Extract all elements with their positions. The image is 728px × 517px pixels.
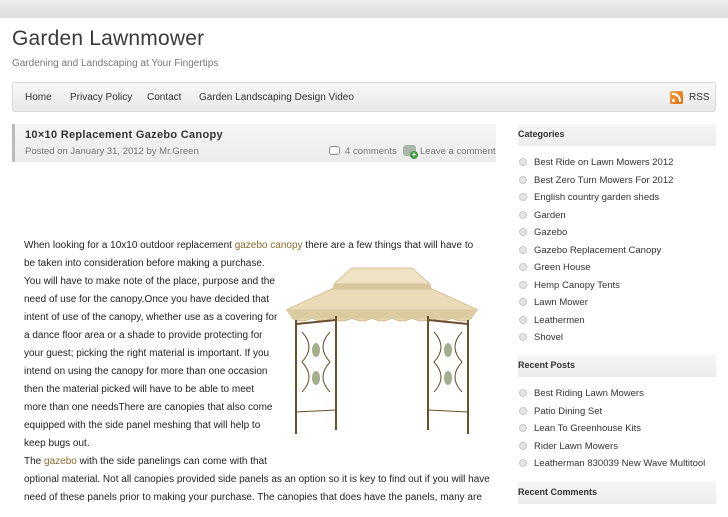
comments-count-link[interactable]: 4 comments: [345, 146, 397, 157]
post-text-line: [24, 348, 269, 359]
post-text: need of these panels prior to making your purchase. The canopies that does have the panels, many are: [24, 492, 482, 503]
sidebar-link[interactable]: Leathermen: [534, 314, 585, 326]
sidebar-list-item[interactable]: [519, 388, 644, 399]
sidebar-list-item[interactable]: [519, 157, 673, 168]
sidebar-link[interactable]: Shovel: [534, 332, 564, 343]
post-text-line: [24, 258, 265, 269]
post-text-line: [24, 420, 260, 431]
post-text: then the material picked will have to be able to meet: [24, 384, 255, 395]
post-text: equipped with the side panel meshing that will help to: [24, 420, 261, 431]
sidebar-list-item[interactable]: [519, 245, 661, 256]
post-text: there are a few things that will have to: [302, 240, 474, 251]
post-text: your guest; picking the right material is important. If you: [24, 348, 270, 359]
sidebar-list-item[interactable]: [519, 441, 618, 452]
post-text: a dance floor area or a shade to provide protecting for: [24, 330, 263, 341]
post-text-line: [24, 240, 473, 251]
categories-heading-text: Categories: [518, 129, 565, 139]
bullet-icon: [519, 407, 527, 415]
categories-heading: [518, 124, 716, 146]
post-text: The: [24, 456, 45, 467]
post-text: be taken into consideration before making a purchase.: [24, 258, 265, 269]
post-text-line: [24, 456, 267, 467]
bullet-icon: [519, 176, 527, 184]
rss-icon[interactable]: [670, 91, 683, 104]
sidebar-link[interactable]: Lawn Mower: [534, 297, 588, 308]
site-tagline: Gardening and Landscaping at Your Fingertips: [12, 58, 219, 69]
site-title[interactable]: Garden Lawnmower: [12, 27, 205, 50]
sidebar-link[interactable]: Hemp Canopy Tents: [534, 279, 620, 291]
sidebar-link[interactable]: English country garden sheds: [534, 192, 660, 203]
gazebo-image: [282, 262, 482, 440]
post-text: When looking for a 10x10 outdoor replacement: [24, 240, 235, 251]
bullet-icon: [519, 333, 527, 341]
sidebar-link[interactable]: Best Ride on Lawn Mowers 2012: [534, 157, 674, 168]
bullet-icon: [519, 298, 527, 306]
sidebar-list-item[interactable]: [519, 406, 602, 417]
post-meta: Posted on January 31, 2012 by Mr.Green: [25, 146, 199, 157]
bullet-icon: [519, 459, 527, 467]
post-text: with the side panelings can come with that: [76, 456, 267, 467]
post-text-line: [24, 492, 482, 503]
bullet-icon: [519, 228, 527, 236]
top-bar: [0, 0, 728, 18]
post-text: need of use for the canopy.Once you have decided that: [24, 294, 269, 305]
sidebar-list-item[interactable]: [519, 297, 588, 308]
post-text: optional material. Not all canopies provided side panels as an option so it is key to find out if you will have: [24, 474, 490, 485]
post-header: [12, 124, 496, 162]
bullet-icon: [519, 442, 527, 450]
post-text-line: [24, 366, 268, 377]
inline-link[interactable]: gazebo canopy: [234, 240, 303, 251]
sidebar-link[interactable]: Gazebo: [534, 227, 568, 238]
sidebar-list-item[interactable]: [519, 175, 673, 186]
sidebar-link[interactable]: Patio Dining Set: [534, 405, 603, 417]
leave-comment-link[interactable]: Leave a comment: [420, 146, 496, 157]
recent-comments-heading: [518, 482, 716, 504]
recent-comments-heading-text: Recent Comments: [518, 487, 598, 497]
add-comment-icon: [403, 145, 416, 156]
post-text-line: [24, 330, 262, 341]
bullet-icon: [519, 158, 527, 166]
sidebar-link[interactable]: Rider Lawn Mowers: [534, 440, 618, 452]
sidebar-list-item[interactable]: [519, 227, 567, 238]
post-text: intend on using the canopy for more than one occasion: [24, 366, 268, 377]
post-text: You will have to make note of the place, purpose and the: [24, 276, 275, 287]
post-text-line: [24, 312, 277, 323]
bullet-icon: [519, 424, 527, 432]
post-text: intent of use of the canopy, whether use as a covering for: [24, 312, 278, 323]
bullet-icon: [519, 246, 527, 254]
sidebar-list-item[interactable]: [519, 192, 659, 203]
bullet-icon: [519, 316, 527, 324]
sidebar-list-item[interactable]: [519, 458, 705, 469]
post-text-line: [24, 276, 275, 287]
bullet-icon: [519, 281, 527, 289]
rss-link[interactable]: RSS: [689, 92, 710, 103]
bullet-icon: [519, 211, 527, 219]
post-text-line: [24, 402, 273, 413]
bullet-icon: [519, 263, 527, 271]
post-text-line: [24, 294, 269, 305]
post-text: keep bugs out.: [24, 438, 90, 449]
sidebar-link[interactable]: Best Riding Lawn Mowers: [534, 388, 644, 399]
post-text-line: [24, 384, 254, 395]
sidebar-link[interactable]: Leatherman 830039 New Wave Multitool: [534, 458, 706, 469]
recent-posts-heading-text: Recent Posts: [518, 360, 576, 370]
nav-privacy-policy[interactable]: Privacy Policy: [70, 92, 133, 103]
bullet-icon: [519, 389, 527, 397]
sidebar-list-item[interactable]: [519, 315, 585, 326]
post-text-line: [24, 474, 490, 485]
comment-bubble-icon: [329, 146, 340, 155]
post-text-line: [24, 438, 90, 449]
sidebar-link[interactable]: Lean To Greenhouse Kits: [534, 423, 642, 434]
sidebar-list-item[interactable]: [519, 423, 641, 434]
post-title[interactable]: 10×10 Replacement Gazebo Canopy: [25, 129, 223, 141]
sidebar-link[interactable]: Best Zero Turn Mowers For 2012: [534, 174, 674, 186]
sidebar-list-item[interactable]: [519, 210, 566, 221]
inline-link[interactable]: gazebo: [44, 456, 77, 467]
sidebar-link[interactable]: Garden: [534, 209, 566, 221]
post-text: more than one needsThere are canopies that also come: [24, 402, 273, 413]
recent-posts-heading: [518, 355, 716, 377]
nav-garden-landscaping-design-video[interactable]: Garden Landscaping Design Video: [199, 92, 354, 103]
bullet-icon: [519, 193, 527, 201]
main-navigation: [12, 82, 716, 112]
sidebar-list-item[interactable]: [519, 280, 620, 291]
nav-contact[interactable]: Contact: [147, 92, 182, 103]
sidebar-list-item[interactable]: [519, 332, 563, 343]
sidebar-link[interactable]: Green House: [534, 262, 591, 273]
sidebar-link[interactable]: Gazebo Replacement Canopy: [534, 244, 662, 256]
nav-home[interactable]: Home: [25, 92, 52, 103]
sidebar-list-item[interactable]: [519, 262, 591, 273]
